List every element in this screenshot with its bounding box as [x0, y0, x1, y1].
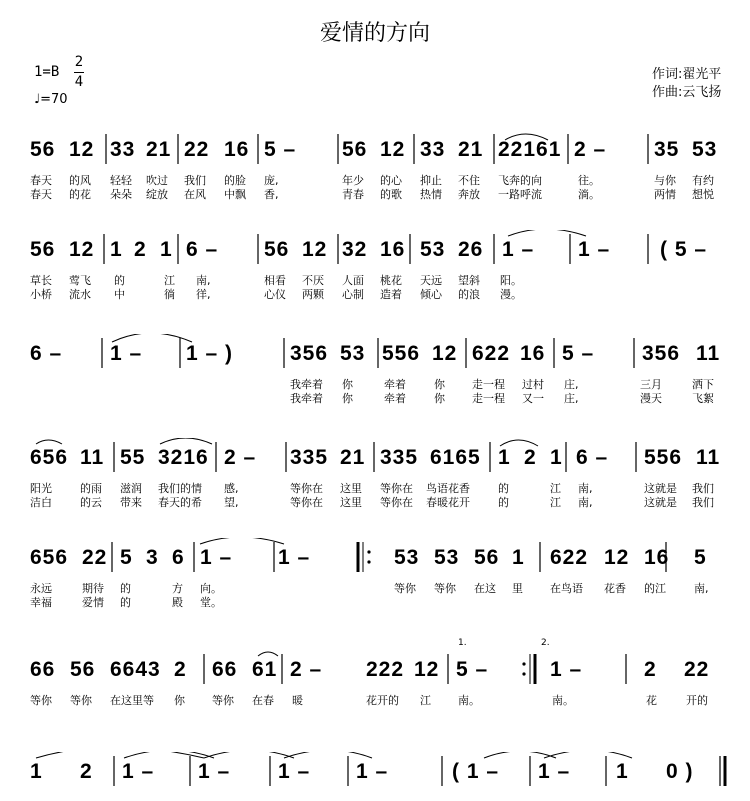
note-group: 6165 [430, 446, 481, 469]
note-group: 1 [498, 446, 511, 469]
note-group: 16 [224, 138, 250, 161]
lyric: 洁白 [30, 496, 52, 509]
note-group: 356 [642, 342, 681, 365]
note-group: 21 [458, 138, 484, 161]
lyric: 的心 [380, 174, 402, 187]
note-group: 1 [550, 446, 563, 469]
note-group: 12 [69, 138, 95, 161]
note-group: 12 [414, 658, 440, 681]
note-group: 32 [342, 238, 368, 261]
lyric: 我们 [184, 174, 206, 187]
lyric: 两颗 [302, 288, 324, 301]
lyric: 相看 [264, 274, 286, 287]
note-group: 2 – [224, 446, 257, 469]
notation-line [0, 334, 750, 374]
lyric: 等你 [212, 694, 234, 707]
lyric: 鸟语花香 [426, 482, 470, 495]
note-group: 6 – [576, 446, 609, 469]
note-group: 5 – [456, 658, 489, 681]
note-group: 26 [458, 238, 484, 261]
note-group: ( 1 – [452, 760, 500, 783]
lyric: 望, [224, 496, 239, 509]
notation-line [0, 230, 750, 270]
note-group: ( 5 – [660, 238, 708, 261]
note-group: 1 – [122, 760, 155, 783]
lyric: 庞, [264, 174, 279, 187]
note-group: 6 – [186, 238, 219, 261]
note-group: 61 [252, 658, 278, 681]
credits [652, 66, 721, 102]
lyric: 往。 [578, 174, 600, 187]
lyric: 在这里等 [110, 694, 154, 707]
lyric: 期待 [82, 582, 104, 595]
note-group: 356 [290, 342, 329, 365]
lyric: 我们 [692, 496, 714, 509]
note-group: 12 [302, 238, 328, 261]
lyric: 江 [420, 694, 431, 707]
lyric: 飞奔的向 [498, 174, 542, 187]
note-group: 0 ) [666, 760, 694, 783]
lyric: 带来 [120, 496, 142, 509]
lyric: 的 [498, 496, 509, 509]
note-group: 11 [696, 446, 721, 469]
lyric: 在鸟语 [550, 582, 583, 595]
lyric: 草长 [30, 274, 52, 287]
lyric: 的花 [69, 188, 91, 201]
song-title: 爱情的方向 [319, 21, 430, 46]
volta-1-label: 1. [458, 638, 467, 648]
lyric: 向。 [200, 582, 222, 595]
volta-2-label: 2. [541, 638, 550, 648]
lyric: 我们的情 [158, 482, 202, 495]
lyric: 南, [694, 582, 709, 595]
lyric: 轻轻 [110, 174, 132, 187]
note-group: 16 [380, 238, 406, 261]
lyric: 的 [120, 582, 131, 595]
lyric: 你 [174, 694, 185, 707]
lyric: 阳光 [30, 482, 52, 495]
lyric: 两情 [654, 188, 676, 201]
lyric: 绽放 [146, 188, 168, 201]
lyric: 漫天 [640, 392, 662, 405]
lyric: 流水 [69, 288, 91, 301]
lyric: 春天 [30, 188, 52, 201]
repeat-end-sign [522, 654, 535, 684]
note-group: 66 [212, 658, 238, 681]
note-group: 53 [420, 238, 446, 261]
lyric: 飞絮 [692, 392, 714, 405]
lyric: 造着 [380, 288, 402, 301]
lyric: 等你 [30, 694, 52, 707]
note-group: 11 [696, 342, 721, 365]
note-group: 2 [174, 658, 187, 681]
lyric: 的浪 [458, 288, 480, 301]
lyric: 的风 [69, 174, 91, 187]
note-group: 22 [82, 546, 108, 569]
lyric: 有约 [692, 174, 714, 187]
lyric: 洒下 [692, 378, 714, 391]
lyric: 不住 [458, 174, 480, 187]
lyric: 里 [512, 582, 523, 595]
note-group: 2 [134, 238, 147, 261]
time-signature-bottom: 4 [74, 74, 84, 90]
note-group: 21 [146, 138, 172, 161]
note-group: 1 – ) [186, 342, 234, 365]
note-group: 33 [420, 138, 446, 161]
lyric: 抑止 [420, 174, 442, 187]
time-signature-top: 2 [74, 54, 84, 70]
notation-line [0, 130, 750, 170]
lyric: 不厌 [302, 274, 324, 287]
lyric: 的 [120, 596, 131, 609]
lyric: 等你 [434, 582, 456, 595]
note-group: 11 [80, 446, 105, 469]
lyric: 你 [342, 378, 353, 391]
note-group: 1 – [356, 760, 389, 783]
lyric: 青春 [342, 188, 364, 201]
lyric: 中 [114, 288, 125, 301]
note-group: 1 – [538, 760, 571, 783]
lyric: 南, [578, 496, 593, 509]
note-group: 222 [366, 658, 405, 681]
lyric: 我牵着 [290, 392, 323, 405]
lyric: 等你在 [380, 482, 413, 495]
notation-line [0, 538, 750, 578]
lyric: 你 [434, 392, 445, 405]
note-group: 12 [380, 138, 406, 161]
note-group: 1 [616, 760, 629, 783]
note-group: 1 – [502, 238, 535, 261]
lyric: 爱情 [82, 596, 104, 609]
note-group: 335 [290, 446, 329, 469]
note-group: 3 [146, 546, 159, 569]
lyric: 中飘 [224, 188, 246, 201]
lyric: 滋润 [120, 482, 142, 495]
lyric: 三月 [640, 378, 662, 391]
lyricist-credit: 作词:翟光平 [652, 67, 722, 82]
notation-line [0, 752, 750, 792]
note-group: 656 [30, 546, 69, 569]
note-group: 56 [30, 238, 56, 261]
lyric: 等你 [394, 582, 416, 595]
lyric: 南。 [552, 694, 574, 707]
lyric: 走一程 [472, 392, 505, 405]
note-group: 622 [550, 546, 589, 569]
note-group: 53 [394, 546, 420, 569]
note-group: 6 – [30, 342, 63, 365]
lyric: 漫。 [500, 288, 522, 301]
note-group: 5 – [264, 138, 297, 161]
lyric: 我们 [692, 482, 714, 495]
note-group: 622 [472, 342, 511, 365]
lyric: 幸福 [30, 596, 52, 609]
note-group: 1 [30, 760, 43, 783]
lyric: 堂。 [200, 596, 222, 609]
note-group: 53 [434, 546, 460, 569]
note-group: 56 [342, 138, 368, 161]
lyric: 春天 [30, 174, 52, 187]
note-group: 1 – [200, 546, 233, 569]
lyric: 永远 [30, 582, 52, 595]
lyric: 感, [224, 482, 239, 495]
lyric: 又一 [522, 392, 544, 405]
note-group: 1 – [550, 658, 583, 681]
note-group: 12 [69, 238, 95, 261]
lyric: 的江 [644, 582, 666, 595]
note-group: 56 [264, 238, 290, 261]
barlines [0, 438, 750, 478]
lyric: 等你在 [380, 496, 413, 509]
lyric: 走一程 [472, 378, 505, 391]
lyric: 心制 [342, 288, 364, 301]
lyric: 吹过 [146, 174, 168, 187]
lyric: 这里 [340, 496, 362, 509]
note-group: 3216 [158, 446, 209, 469]
lyric: 阳。 [500, 274, 522, 287]
lyric: 莺飞 [69, 274, 91, 287]
note-group: 6643 [110, 658, 161, 681]
lyric: 倾心 [420, 288, 442, 301]
tempo-marking: ♩=70 [34, 92, 68, 107]
quarter-note-icon: ♩ [34, 92, 41, 107]
lyric: 南, [196, 274, 211, 287]
lyric: 徜 [164, 288, 175, 301]
note-group: 1 [160, 238, 173, 261]
lyric: 过村 [522, 378, 544, 391]
lyric: 南, [578, 482, 593, 495]
lyric: 朵朵 [110, 188, 132, 201]
note-group: 1 – [278, 760, 311, 783]
note-group: 21 [340, 446, 366, 469]
lyric: 的脸 [224, 174, 246, 187]
lyric: 热情 [420, 188, 442, 201]
lyric: 花开的 [366, 694, 399, 707]
note-group: 35 [654, 138, 680, 161]
lyric: 望斜 [458, 274, 480, 287]
lyric: 春暖花开 [426, 496, 470, 509]
lyric: 的歌 [380, 188, 402, 201]
composer-credit: 作曲:云飞扬 [652, 85, 722, 100]
note-group: 16 [520, 342, 546, 365]
lyric: 这就是 [644, 482, 677, 495]
lyric: 的 [114, 274, 125, 287]
lyric: 你 [434, 378, 445, 391]
note-group: 56 [30, 138, 56, 161]
lyric: 在风 [184, 188, 206, 201]
note-group: 2 – [574, 138, 607, 161]
note-group: 2 – [290, 658, 323, 681]
note-group: 1 – [578, 238, 611, 261]
lyric: 人面 [342, 274, 364, 287]
lyric: 我牵着 [290, 378, 323, 391]
lyric: 开的 [686, 694, 708, 707]
note-group: 53 [340, 342, 366, 365]
note-group: 656 [30, 446, 69, 469]
note-group: 22 [684, 658, 710, 681]
lyric: 桃花 [380, 274, 402, 287]
note-group: 56 [70, 658, 96, 681]
lyric: 庄, [564, 378, 579, 391]
note-group: 5 [120, 546, 133, 569]
lyric: 一路呼流 [498, 188, 542, 201]
note-group: 5 – [562, 342, 595, 365]
lyric: 江 [164, 274, 175, 287]
note-group: 2 [644, 658, 657, 681]
note-group: 55 [120, 446, 146, 469]
key-signature: 1=B [34, 64, 60, 80]
note-group: 12 [432, 342, 458, 365]
note-group: 16 [644, 546, 670, 569]
note-group: 1 – [110, 342, 143, 365]
lyric: 你 [342, 392, 353, 405]
lyric: 想悦 [692, 188, 714, 201]
lyric: 这里 [340, 482, 362, 495]
lyric: 牵着 [384, 378, 406, 391]
lyric: 徉, [196, 288, 211, 301]
lyric: 暖 [292, 694, 303, 707]
note-group: 5 [694, 546, 707, 569]
note-group: 335 [380, 446, 419, 469]
lyric: 奔放 [458, 188, 480, 201]
lyric: 的云 [80, 496, 102, 509]
lyric: 天远 [420, 274, 442, 287]
notation-line [0, 438, 750, 478]
lyric: 牵着 [384, 392, 406, 405]
note-group: 22 [184, 138, 210, 161]
note-group: 1 – [198, 760, 231, 783]
repeat-start-sign [358, 542, 371, 572]
lyric: 等你 [70, 694, 92, 707]
time-signature [74, 54, 84, 91]
lyric: 的雨 [80, 482, 102, 495]
note-group: 2 [524, 446, 537, 469]
lyric: 等你在 [290, 482, 323, 495]
note-group: 6 [172, 546, 185, 569]
lyric: 在这 [474, 582, 496, 595]
lyric: 的 [498, 482, 509, 495]
lyric: 淌。 [578, 188, 600, 201]
lyric: 花 [646, 694, 657, 707]
notation-line [0, 638, 750, 690]
note-group: 12 [604, 546, 630, 569]
lyric: 南。 [458, 694, 480, 707]
lyric: 年少 [342, 174, 364, 187]
lyric: 江 [550, 482, 561, 495]
lyric: 殿 [172, 596, 183, 609]
note-group: 2 [80, 760, 93, 783]
note-group: 22161 [498, 138, 562, 161]
note-group: 1 – [278, 546, 311, 569]
note-group: 56 [474, 546, 500, 569]
lyric: 这就是 [644, 496, 677, 509]
lyric: 等你在 [290, 496, 323, 509]
barlines [0, 538, 750, 578]
note-group: 1 [512, 546, 525, 569]
note-group: 1 [110, 238, 123, 261]
note-group: 66 [30, 658, 56, 681]
lyric: 在春 [252, 694, 274, 707]
note-group: 33 [110, 138, 136, 161]
note-group: 53 [692, 138, 718, 161]
lyric: 香, [264, 188, 279, 201]
lyric: 小桥 [30, 288, 52, 301]
note-group: 556 [644, 446, 683, 469]
lyric: 庄, [564, 392, 579, 405]
lyric: 春天的希 [158, 496, 202, 509]
lyric: 与你 [654, 174, 676, 187]
lyric: 花香 [604, 582, 626, 595]
note-group: 556 [382, 342, 421, 365]
lyric: 心仪 [264, 288, 286, 301]
lyric: 江 [550, 496, 561, 509]
lyric: 方 [172, 582, 183, 595]
